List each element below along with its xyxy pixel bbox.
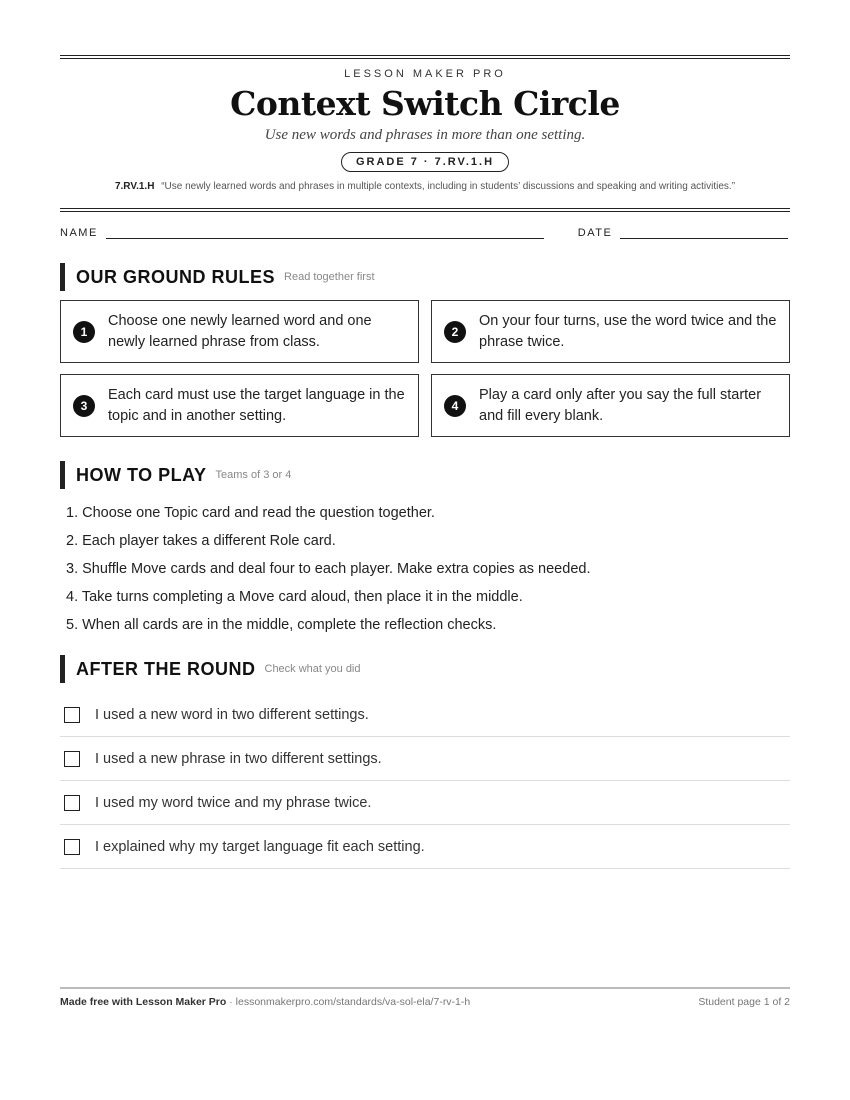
number-badge: 1 bbox=[73, 321, 95, 343]
checklist-label: I used my word twice and my phrase twice. bbox=[95, 794, 372, 811]
section-bar bbox=[60, 461, 65, 489]
checklist-row bbox=[60, 825, 790, 869]
section-note: Check what you did bbox=[264, 663, 361, 675]
footer-url[interactable]: · lessonmakerpro.com/standards/va-sol-ela/7-rv-1-h bbox=[226, 996, 471, 1008]
section-note: Read together first bbox=[284, 271, 375, 283]
ground-rules-header bbox=[60, 263, 790, 291]
standard-text: “Use newly learned words and phrases in multiple contexts, including in students’ discussions and speaking and writing activities.” bbox=[161, 181, 736, 192]
footer-credit bbox=[60, 996, 470, 1008]
name-date-row bbox=[60, 227, 790, 239]
footer-made-with: Made free with Lesson Maker Pro bbox=[60, 996, 227, 1008]
date-field[interactable] bbox=[620, 228, 788, 239]
checklist-label: I used a new word in two different settings. bbox=[95, 706, 369, 723]
checkbox[interactable] bbox=[64, 839, 80, 855]
brand-label: LESSON MAKER PRO bbox=[344, 68, 506, 80]
section-title: HOW TO PLAY bbox=[76, 464, 207, 485]
standard-code: 7.RV.1.H bbox=[114, 181, 155, 192]
checkbox[interactable] bbox=[64, 707, 80, 723]
section-title: OUR GROUND RULES bbox=[76, 266, 276, 287]
page-footer bbox=[60, 987, 790, 1008]
list-item: 1. Choose one Topic card and read the question together. bbox=[66, 505, 435, 521]
section-note: Teams of 3 or 4 bbox=[215, 469, 292, 481]
date-label: DATE bbox=[577, 227, 613, 239]
header-bottom-rule bbox=[60, 208, 790, 209]
section-title: AFTER THE ROUND bbox=[76, 658, 256, 679]
checklist-row bbox=[60, 737, 790, 781]
grade-badge-wrap bbox=[60, 152, 790, 172]
rule-text: On your four turns, use the word twice and the phrase twice. bbox=[479, 312, 777, 350]
ground-rules-grid bbox=[60, 300, 790, 437]
name-label: NAME bbox=[60, 227, 98, 239]
steps-list bbox=[60, 499, 790, 639]
rule-card bbox=[431, 300, 790, 363]
top-double-rule bbox=[60, 55, 790, 56]
checkbox[interactable] bbox=[64, 751, 80, 767]
name-field[interactable] bbox=[106, 228, 544, 239]
checklist-row bbox=[60, 693, 790, 737]
checklist-label: I explained why my target language fit each setting. bbox=[95, 838, 425, 855]
list-item: 4. Take turns completing a Move card aloud, then place it in the middle. bbox=[66, 589, 523, 605]
section-bar bbox=[60, 263, 65, 291]
rule-card bbox=[431, 374, 790, 437]
grade-badge: GRADE 7 · 7.RV.1.H bbox=[341, 152, 509, 172]
rule-text: Each card must use the target language in the topic and in another setting. bbox=[108, 386, 405, 424]
list-item: 5. When all cards are in the middle, complete the reflection checks. bbox=[66, 617, 497, 633]
page-title: Context Switch Circle bbox=[230, 84, 620, 123]
after-round-header bbox=[60, 655, 790, 683]
how-to-play-header bbox=[60, 461, 790, 489]
standard-line bbox=[60, 181, 790, 192]
number-badge: 4 bbox=[444, 395, 466, 417]
checklist-label: I used a new phrase in two different settings. bbox=[95, 750, 382, 767]
checkbox[interactable] bbox=[64, 795, 80, 811]
list-item: 2. Each player takes a different Role card. bbox=[66, 533, 336, 549]
list-item: 3. Shuffle Move cards and deal four to each player. Make extra copies as needed. bbox=[66, 561, 591, 577]
rule-text: Play a card only after you say the full starter and fill every blank. bbox=[479, 386, 762, 424]
rule-card bbox=[60, 300, 419, 363]
rule-card bbox=[60, 374, 419, 437]
number-badge: 2 bbox=[444, 321, 466, 343]
checklist-row bbox=[60, 781, 790, 825]
reflection-checklist bbox=[60, 693, 790, 869]
number-badge: 3 bbox=[73, 395, 95, 417]
worksheet-page bbox=[60, 55, 790, 869]
section-bar bbox=[60, 655, 65, 683]
rule-text: Choose one newly learned word and one newly learned phrase from class. bbox=[108, 312, 372, 350]
page-subtitle: Use new words and phrases in more than one setting. bbox=[264, 127, 586, 143]
footer-page-label: Student page 1 of 2 bbox=[698, 996, 790, 1008]
